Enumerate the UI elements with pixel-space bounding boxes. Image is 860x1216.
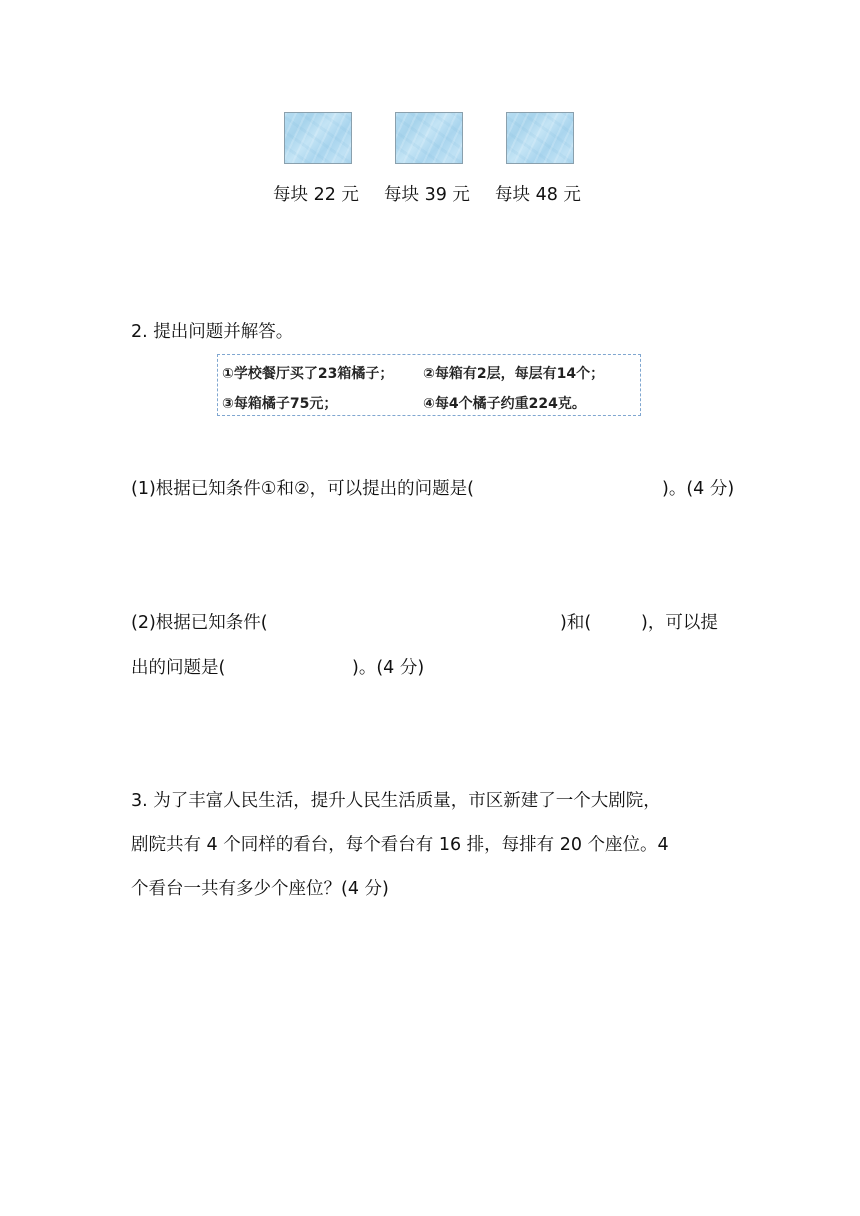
condition-3: ③每箱橘子75元； [222,396,338,412]
condition-4: ④每4个橘子约重224克。 [423,396,586,412]
tile-image-1 [284,112,352,164]
sub-question-2-text-a: (2)根据已知条件( [131,613,268,633]
price-label-3: 每块 48 元 [495,185,581,205]
sub-question-2-line2-b: )。(4 分) [352,658,425,678]
tile-image-2 [395,112,463,164]
conditions-box [217,354,641,416]
question-2-title: 2. 提出问题并解答。 [131,322,294,342]
sub-question-1-text: (1)根据已知条件①和②，可以提出的问题是( [131,479,474,499]
question-3-line-3: 个看台一共有多少个座位？(4 分) [131,879,389,899]
sub-question-2-text-c: )，可以提 [641,613,718,633]
question-3-line-2: 剧院共有 4 个同样的看台，每个看台有 16 排，每排有 20 个座位。4 [131,835,669,855]
sub-question-2-line2-a: 出的问题是( [131,658,226,678]
condition-1: ①学校餐厅买了23箱橘子； [222,366,394,382]
tile-image-3 [506,112,574,164]
question-3-line-1: 3. 为了丰富人民生活，提升人民生活质量，市区新建了一个大剧院， [131,791,661,811]
price-label-1: 每块 22 元 [273,185,359,205]
sub-question-2-text-b: )和( [560,613,592,633]
sub-question-1-close: )。(4 分) [662,479,735,499]
condition-2: ②每箱有2层，每层有14个； [423,366,605,382]
price-label-2: 每块 39 元 [384,185,470,205]
